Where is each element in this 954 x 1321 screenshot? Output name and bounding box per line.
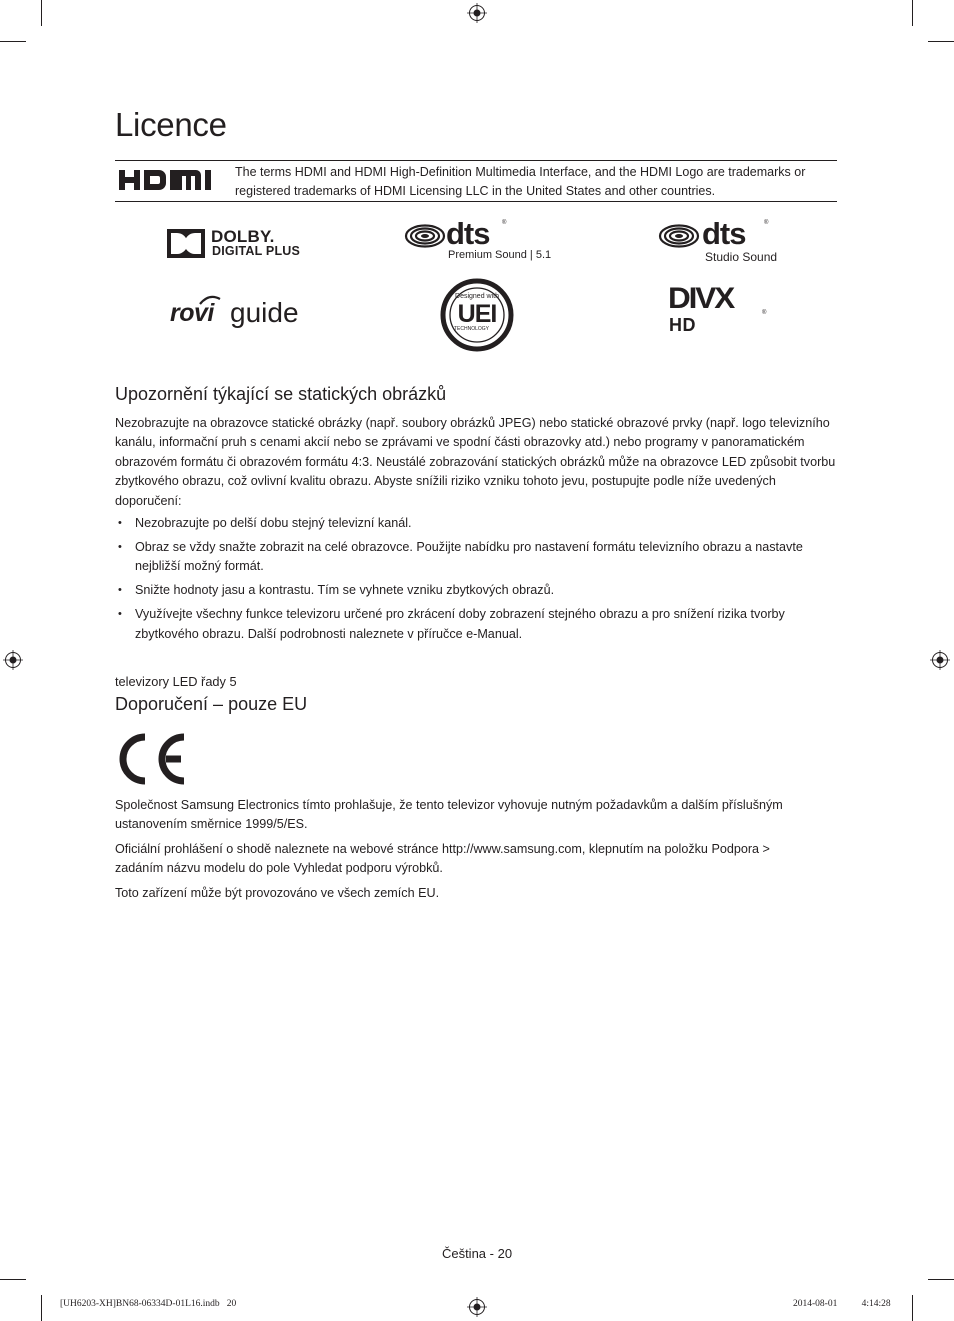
eu-heading: Doporučení – pouze EU [115, 694, 308, 714]
crop-mark [928, 41, 954, 42]
page-number: Čeština - 20 [441, 1246, 513, 1261]
registered-mark: ® [764, 220, 769, 226]
list-item: • Obraz se vždy snažte zobrazit na celé obrazovce. Použijte nabídku pro nastavení formátu televizního obrazu a nastavte nejbližší možný formát. [115, 538, 837, 577]
dts-wave-icon [404, 224, 446, 248]
uei-top-text: Designed with [455, 293, 499, 300]
divx-wordmark: DIVX [668, 282, 734, 315]
registration-mark-icon [467, 1297, 487, 1317]
eu-official-declaration: Oficiální prohlášení o shodě naleznete na webové stránce http://www.samsung.com, klepnutím na položku Podpora > zadáním názvu modelu do pole Vyhledat podporu výrobků. [115, 842, 770, 876]
uei-wordmark: UEI [457, 300, 497, 328]
dolby-subtitle: DIGITAL PLUS [212, 244, 301, 258]
uei-bottom-text: TECHNOLOGY [454, 326, 490, 332]
dolby-logo [167, 228, 312, 260]
rovi-wordmark: rovi [170, 299, 214, 327]
registered-mark: ® [502, 220, 507, 226]
dts-studio-logo [658, 216, 788, 268]
crop-mark [928, 1279, 954, 1280]
divx-hd-logo [668, 282, 778, 340]
list-item: • Snižte hodnoty jasu a kontrastu. Tím se vyhnete vzniku zbytkových obrazů. [115, 581, 837, 600]
crop-mark [912, 1295, 913, 1321]
registration-mark-icon [467, 3, 487, 23]
list-item: • Nezobrazujte po delší dobu stejný televizní kanál. [115, 514, 837, 533]
eu-declaration: Společnost Samsung Electronics tímto prohlašuje, že tento televizor vyhovuje nutným požadavkům a dalším příslušným ustanovením směrnice 1999/5/ES. [115, 798, 783, 832]
page-title: Licence [115, 106, 227, 143]
dts-premium-logo [404, 216, 554, 266]
rovi-guide-text: guide [230, 297, 299, 328]
imprint-file: [UH6203-XH]BN68-06334D-01L16.indb 20 [60, 1299, 237, 1309]
eu-operation-note: Toto zařízení může být provozováno ve všech zemích EU. [115, 886, 440, 900]
divider-bottom [115, 201, 837, 202]
still-images-intro: Nezobrazujte na obrazovce statické obrázky (např. soubory obrázků JPEG) nebo statické obrazové prvky (např. logo televizního kanálu, informační pruh s cenami akcií nebo se zprávami ve spodní části obrazovky atd.) nebo programy v panoramatickém obrazovém formátu či obrazovém formátu 4:3. Neustálé zobrazování statických obrázků může na obrazovce LED způsobit tvorbu zbytkového obrazu, což ovlivní kvalitu obrazu. Abyste snížili riziko vzniku tohoto jevu, postupujte podle níže uvedených doporučení: [115, 416, 836, 508]
divider-top [115, 160, 837, 161]
dolby-double-d-icon [167, 229, 205, 258]
dts-studio-subtitle: Studio Sound [705, 250, 778, 264]
dts-wordmark: dts [702, 216, 746, 251]
rovi-guide-logo [170, 295, 305, 335]
list-item: • Využívejte všechny funkce televizoru určené pro zkrácení doby zobrazení stejného obrazu a pro snížení rizika tvorby zbytkového obrazu. Další podrobnosti naleznete v příručce e-Manual. [115, 605, 837, 644]
crop-mark [41, 0, 42, 26]
crop-mark [0, 1279, 26, 1280]
hdmi-logo-icon [119, 168, 221, 192]
ce-mark-icon [114, 733, 188, 785]
crop-mark [41, 1295, 42, 1321]
uei-logo [440, 278, 514, 352]
crop-mark [0, 41, 26, 42]
series-label: televizory LED řady 5 [115, 674, 237, 689]
dolby-wordmark: DOLBY. [211, 227, 275, 246]
dts-wave-icon [658, 224, 700, 248]
still-images-heading: Upozornění týkající se statických obrázků [115, 384, 447, 404]
divx-hd-text: HD [669, 315, 696, 335]
crop-mark [912, 0, 913, 26]
hdmi-notice: The terms HDMI and HDMI High-Definition Multimedia Interface, and the HDMI Logo are trademarks or registered trademarks of HDMI Licensing LLC in the United States and other countries. [235, 165, 806, 198]
registered-mark: ® [762, 310, 767, 316]
registration-mark-icon [930, 650, 950, 670]
imprint-timestamp: 2014-08-01 ￿￿ 4:14:28 [793, 1299, 891, 1309]
registration-mark-icon [3, 650, 23, 670]
dts-premium-subtitle: Premium Sound | 5.1 [448, 249, 552, 261]
dts-wordmark: dts [446, 216, 490, 251]
recommendation-list [115, 514, 837, 648]
